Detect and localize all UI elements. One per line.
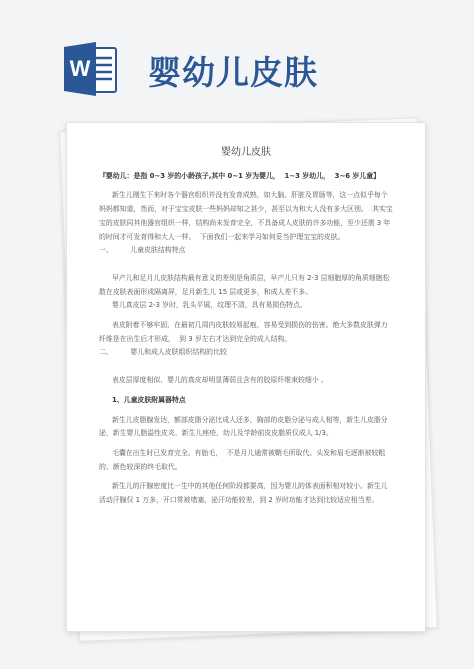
word-document-icon [62, 40, 120, 98]
header-banner [0, 0, 474, 112]
intro-paragraph: 新生儿刚生下来时各个器官组织并没有发育成熟，如大脑、肝脏及胃肠等，这一点似乎每个妈妈都知道，然而，对于宝宝皮肤一些妈妈却知之甚少，甚至以为和大人没有多大区别。 其实宝宝的皮肤同其他器官组织一样，结构尚未发育完全，不具备成人皮肤的许多功能，至少还需 3 年的时间才可发育得和大人一样。 下面我们一起来学习如何妥当护理宝宝的皮肤。 [99, 191, 393, 241]
definition-line: 『婴幼儿：是指 0~3 岁的小龄孩子,其中 0~1 岁为婴儿， 1~3 岁幼儿， 3~6 岁儿童】 [99, 171, 380, 180]
page-heading: 婴幼儿皮肤 [148, 53, 318, 92]
paragraph-sweat-glands: 新生儿的汗腺密度比一生中的其他任何阶段都要高，因为婴儿的体表面积相对较小。新生儿活动汗腺仅 1 万多，开口常被堵塞，泌汗功能较差，到 2 岁时功能才达到比较适应相当差。 [99, 482, 388, 505]
paragraph-dermis: 婴儿真皮层 2-3 岁时，乳头平展，纹理不清，具有易损伤特点。 [112, 301, 307, 310]
paragraph-stratum-corneum: 早产儿和足月儿皮肤结构最有意义的差别是角质层，早产儿只有 2-3 层细胞厚的角质细胞松散在皮肤表面形成隔离屏，足月新生儿 15 层或更多，和成人差不多。 [99, 273, 390, 296]
paragraph-hair-follicles: 毛囊在出生时已发育完全。有胎毛， 不是月儿通常被鞘毛所取代。头发和眉毛逐渐被较粗的、颜色较深的终毛取代。 [99, 448, 386, 471]
subheading-appendages: 1、儿童皮肤附属器特点 [112, 395, 186, 404]
paragraph-epidermis: 表皮附着不够牢固，在最初几周内皮肤较易起疱，容易受到损伤的伤害。绝大多数皮肤弹力纤维是在出生后才形成， 到 3 岁左右才达到完全的成人结构。 [99, 321, 388, 343]
document-page [66, 122, 426, 632]
section-heading-1: 一、 儿童皮肤结构特点 [99, 246, 186, 255]
paragraph-sebaceous: 新生儿皮脂腺发达，额部皮脂分泌比成人还多，胸部的皮脂分泌与成人相等，新生儿皮脂分泌，新生婴儿脂溢性皮炎、新生儿痤疮，幼儿及学龄前皮皮脂质仅成人 1/3。 [99, 415, 388, 438]
document-title: 婴幼儿皮肤 [221, 147, 271, 158]
section-heading-2: 二、 婴儿和成人皮肤组织结构的比较 [99, 348, 227, 357]
logo-letter: W [69, 56, 91, 81]
paragraph-comparison: 表皮层厚度相似、婴儿的真皮却明显薄弱且含有的胶原纤维束较细小 。 [112, 376, 328, 385]
